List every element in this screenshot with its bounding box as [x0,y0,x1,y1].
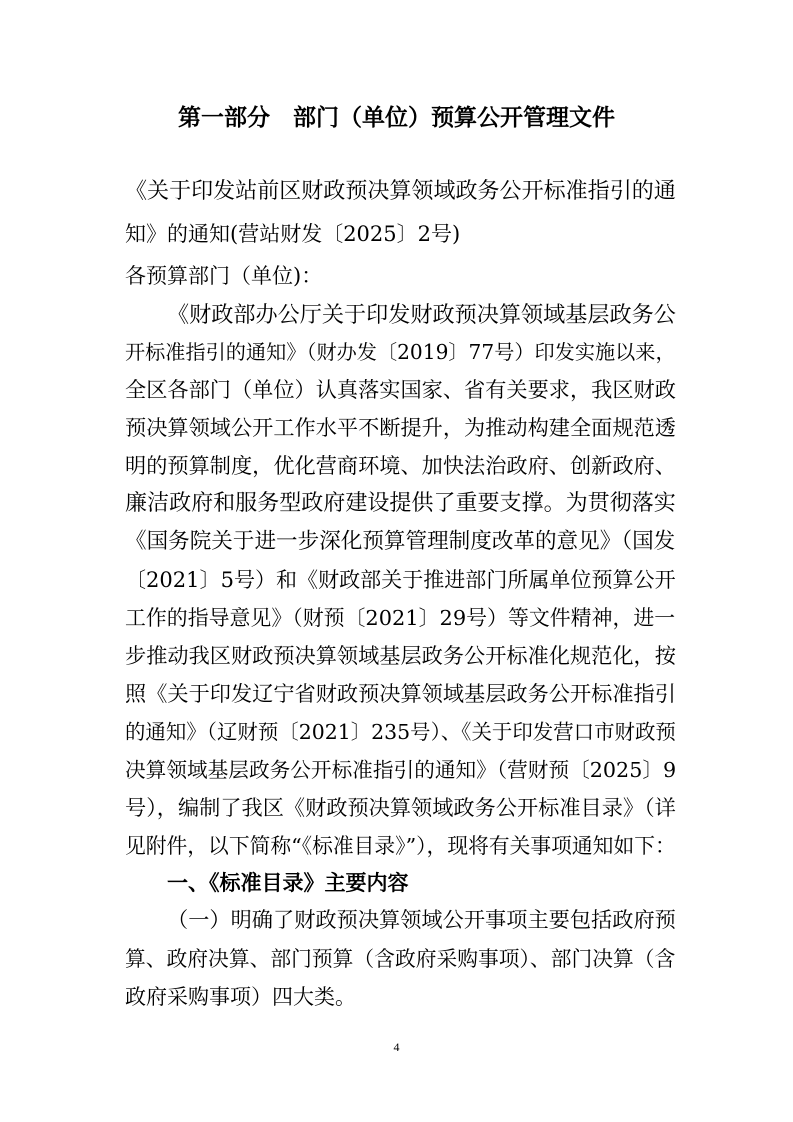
body-line: 知》的通知(营站财发〔2025〕2号) [125,222,461,246]
page-number: 4 [393,1040,400,1054]
body-line: 《关于印发站前区财政预决算领域政务公开标准指引的通 [125,179,676,204]
body-line: 《财政部办公厅关于印发财政预决算领域基层政务公 [167,302,676,328]
body-line: 《国务院关于进一步深化预算管理制度改革的意见》（国发 [125,529,676,554]
body-line: 预决算领域公开工作水平不断提升，为推动构建全面规范透 [125,415,676,440]
body-line: 号），编制了我区《财政预决算领域政务公开标准目录》（详 [125,795,676,820]
page-title: 第一部分 部门（单位）预算公开管理文件 [178,105,615,131]
body-line: 政府采购事项）四大类。 [125,985,356,1009]
body-line: 明的预算制度，优化营商环境、加快法治政府、创新政府、 [125,453,676,478]
body-line: 各预算部门（单位)： [125,264,323,288]
body-line: 算、政府决算、部门预算（含政府采购事项）、部门决算（含 [125,947,676,971]
section-heading: 一、《标准目录》主要内容 [167,871,409,895]
body-line: 步推动我区财政预决算领域基层政务公开标准化规范化，按 [125,643,676,668]
body-line: 决算领域基层政务公开标准指引的通知》（营财预〔2025〕9 [125,758,677,782]
body-line: 〔2021〕5号）和《财政部关于推进部门所属单位预算公开 [125,567,676,592]
body-line: 廉洁政府和服务型政府建设提供了重要支撑。为贯彻落实 [125,491,676,516]
body-line: （一）明确了财政预决算领域公开事项主要包括政府预 [167,908,676,933]
body-line: 工作的指导意见》（财预〔2021〕29号）等文件精神，进一 [125,606,676,630]
body-line: 开标准指引的通知》（财办发〔2019〕77号）印发实施以来， [125,340,676,364]
body-line: 的通知》（辽财预〔2021〕235号）、《关于印发营口市财政预 [125,720,676,744]
body-line: 见附件，以下简称“《标准目录》”），现将有关事项通知如下： [125,834,676,858]
body-line: 照《关于印发辽宁省财政预决算领域基层政务公开标准指引 [125,681,676,706]
body-line: 全区各部门（单位）认真落实国家、省有关要求，我区财政 [125,377,676,402]
